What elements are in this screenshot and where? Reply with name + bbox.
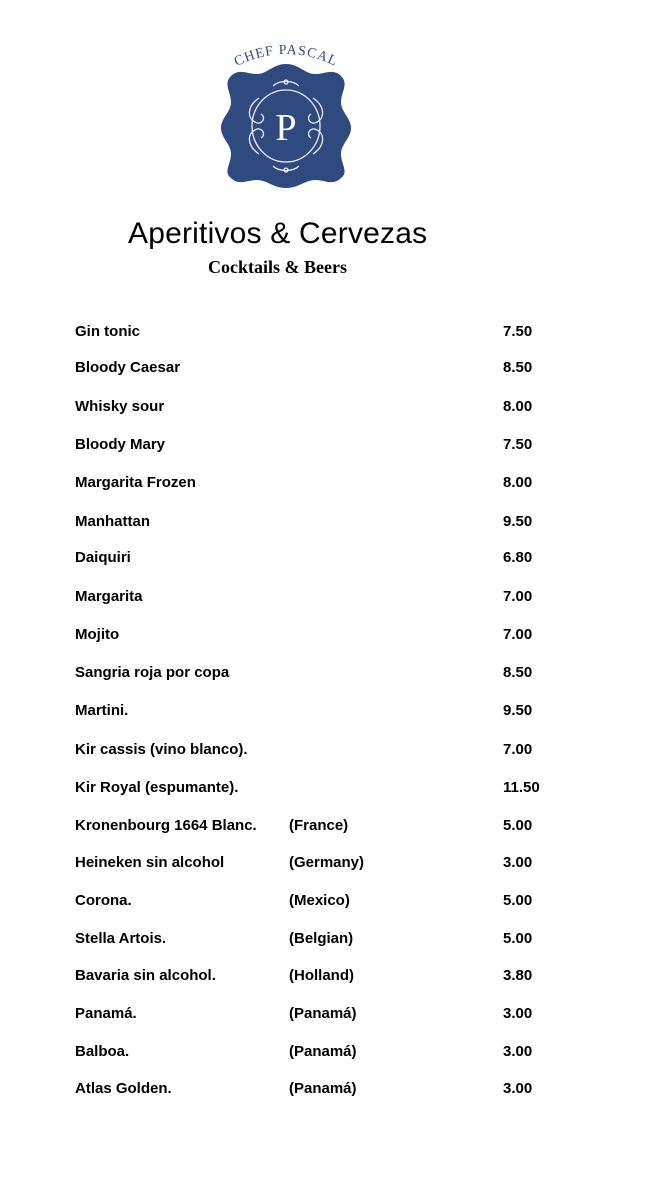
- item-price: 9.50: [503, 702, 533, 719]
- item-name: Sangria roja por copa: [75, 664, 230, 681]
- menu-item: [0, 1005, 664, 1027]
- logo-top-text: CHEF PASCAL: [232, 42, 340, 70]
- item-price: 8.00: [503, 474, 533, 491]
- menu-item: [0, 930, 664, 952]
- item-name: Margarita Frozen: [75, 474, 196, 491]
- item-name: Daiquiri: [75, 549, 131, 566]
- menu-item: [0, 359, 664, 381]
- item-name: Margarita: [75, 588, 143, 605]
- menu-item: [0, 741, 664, 763]
- menu-item: [0, 398, 664, 420]
- item-price: 7.00: [503, 626, 533, 643]
- menu-item: [0, 474, 664, 496]
- page-subtitle: Cocktails & Beers: [208, 257, 347, 277]
- item-name: Whisky sour: [75, 398, 165, 415]
- item-origin: (France): [289, 817, 349, 834]
- menu-item: [0, 323, 664, 345]
- menu-item: [0, 817, 664, 839]
- item-price: 8.50: [503, 664, 533, 681]
- item-price: 5.00: [503, 892, 533, 909]
- menu-item: [0, 892, 664, 914]
- item-price: 7.50: [503, 323, 533, 340]
- item-price: 7.00: [503, 588, 533, 605]
- item-price: 3.00: [503, 1043, 533, 1060]
- item-price: 7.00: [503, 741, 533, 758]
- item-name: Corona.: [75, 892, 132, 909]
- item-origin: (Panamá): [289, 1043, 357, 1060]
- menu-item: [0, 779, 664, 801]
- item-name: Balboa.: [75, 1043, 130, 1060]
- item-origin: (Panamá): [289, 1080, 357, 1097]
- item-name: Manhattan: [75, 513, 150, 530]
- logo-monogram: P: [275, 107, 297, 149]
- menu-item: [0, 588, 664, 610]
- item-price: 7.50: [503, 436, 533, 453]
- logo-bottom-text: RESTAURANT: [238, 162, 334, 187]
- item-price: 9.50: [503, 513, 533, 530]
- item-origin: (Mexico): [289, 892, 350, 909]
- item-price: 3.80: [503, 967, 533, 984]
- item-name: Kir Royal (espumante).: [75, 779, 239, 796]
- item-price: 5.00: [503, 817, 533, 834]
- item-price: 3.00: [503, 854, 533, 871]
- item-name: Gin tonic: [75, 323, 140, 340]
- item-price: 8.00: [503, 398, 533, 415]
- item-name: Heineken sin alcohol: [75, 854, 225, 871]
- menu-item: [0, 702, 664, 724]
- item-name: Mojito: [75, 626, 120, 643]
- item-origin: (Panamá): [289, 1005, 357, 1022]
- item-name: Bavaria sin alcohol.: [75, 967, 216, 984]
- menu-item: [0, 626, 664, 648]
- item-name: Kir cassis (vino blanco).: [75, 741, 248, 758]
- menu-item: [0, 436, 664, 458]
- item-name: Stella Artois.: [75, 930, 167, 947]
- item-name: Bloody Mary: [75, 436, 166, 453]
- page-title: Aperitivos & Cervezas: [128, 217, 428, 250]
- item-name: Atlas Golden.: [75, 1080, 172, 1097]
- item-origin: (Belgian): [289, 930, 354, 947]
- item-name: Panamá.: [75, 1005, 137, 1022]
- menu-item: [0, 664, 664, 686]
- menu-item: [0, 854, 664, 876]
- item-price: 6.80: [503, 549, 533, 566]
- item-origin: (Germany): [289, 854, 365, 871]
- item-price: 3.00: [503, 1005, 533, 1022]
- menu-item: [0, 1043, 664, 1065]
- item-name: Bloody Caesar: [75, 359, 181, 376]
- item-origin: (Holland): [289, 967, 354, 984]
- item-price: 3.00: [503, 1080, 533, 1097]
- menu-item: [0, 1080, 664, 1102]
- item-name: Martini.: [75, 702, 129, 719]
- item-name: Kronenbourg 1664 Blanc.: [75, 817, 257, 834]
- menu-item: [0, 549, 664, 571]
- menu-item: [0, 513, 664, 535]
- menu-item: [0, 967, 664, 989]
- item-price: 11.50: [503, 779, 540, 796]
- item-price: 8.50: [503, 359, 533, 376]
- item-price: 5.00: [503, 930, 533, 947]
